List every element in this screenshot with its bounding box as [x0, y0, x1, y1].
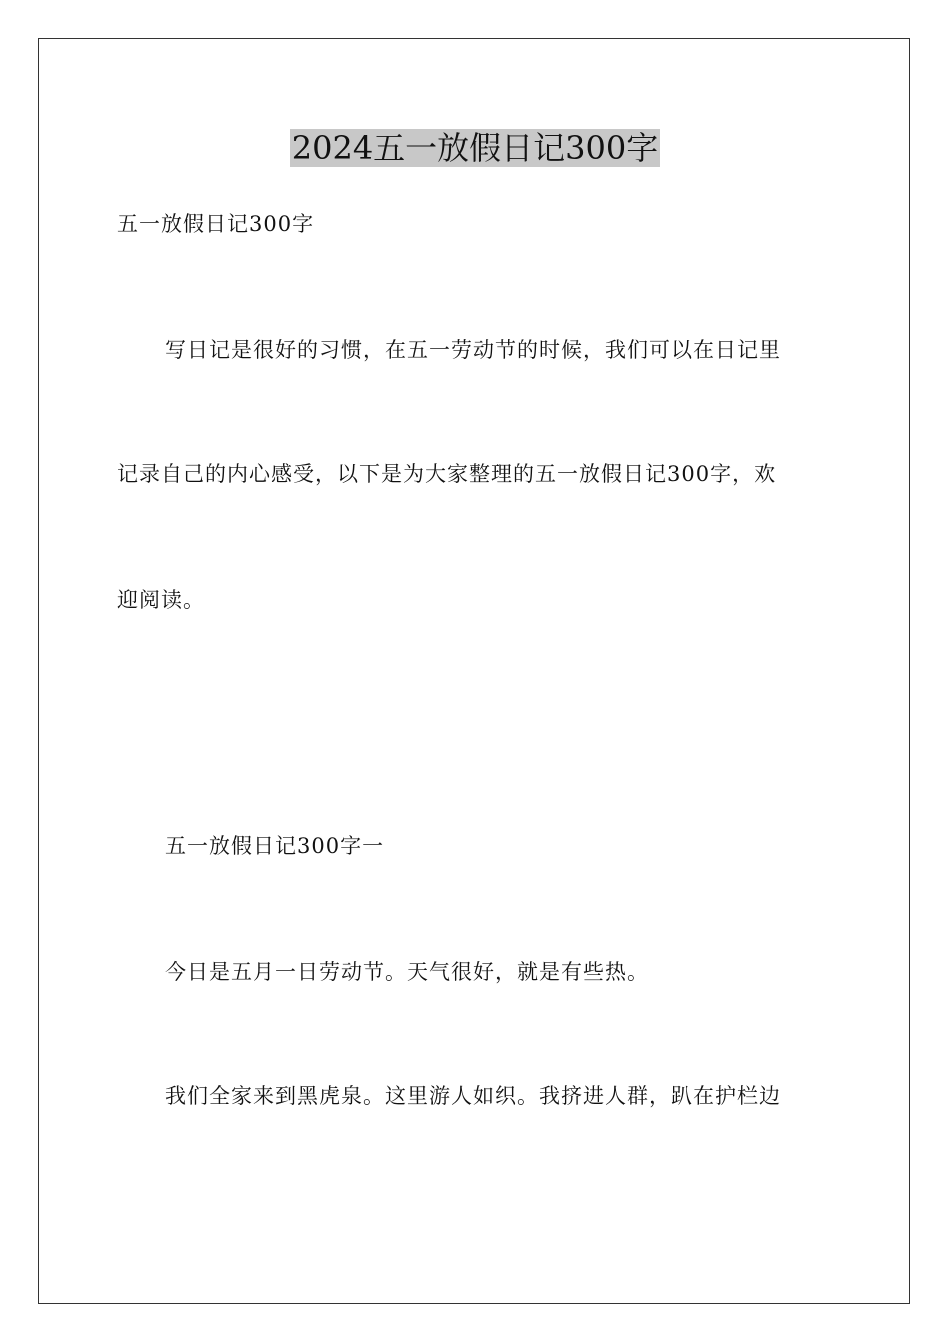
body-line-2: 我们全家来到黑虎泉。这里游人如织。我挤进人群，趴在护栏边	[165, 1084, 781, 1108]
body-line-1: 今日是五月一日劳动节。天气很好，就是有些热。	[165, 960, 649, 984]
section-heading: 五一放假日记300字一	[165, 834, 385, 858]
intro-line-1: 写日记是很好的习惯，在五一劳动节的时候，我们可以在日记里	[165, 338, 781, 362]
document-title-text: 2024五一放假日记300字	[291, 129, 659, 167]
intro-line-2: 记录自己的内心感受，以下是为大家整理的五一放假日记300字，欢	[117, 462, 777, 486]
document-title	[0, 128, 950, 168]
document-subtitle: 五一放假日记300字	[117, 212, 315, 236]
intro-line-3: 迎阅读。	[117, 588, 205, 612]
